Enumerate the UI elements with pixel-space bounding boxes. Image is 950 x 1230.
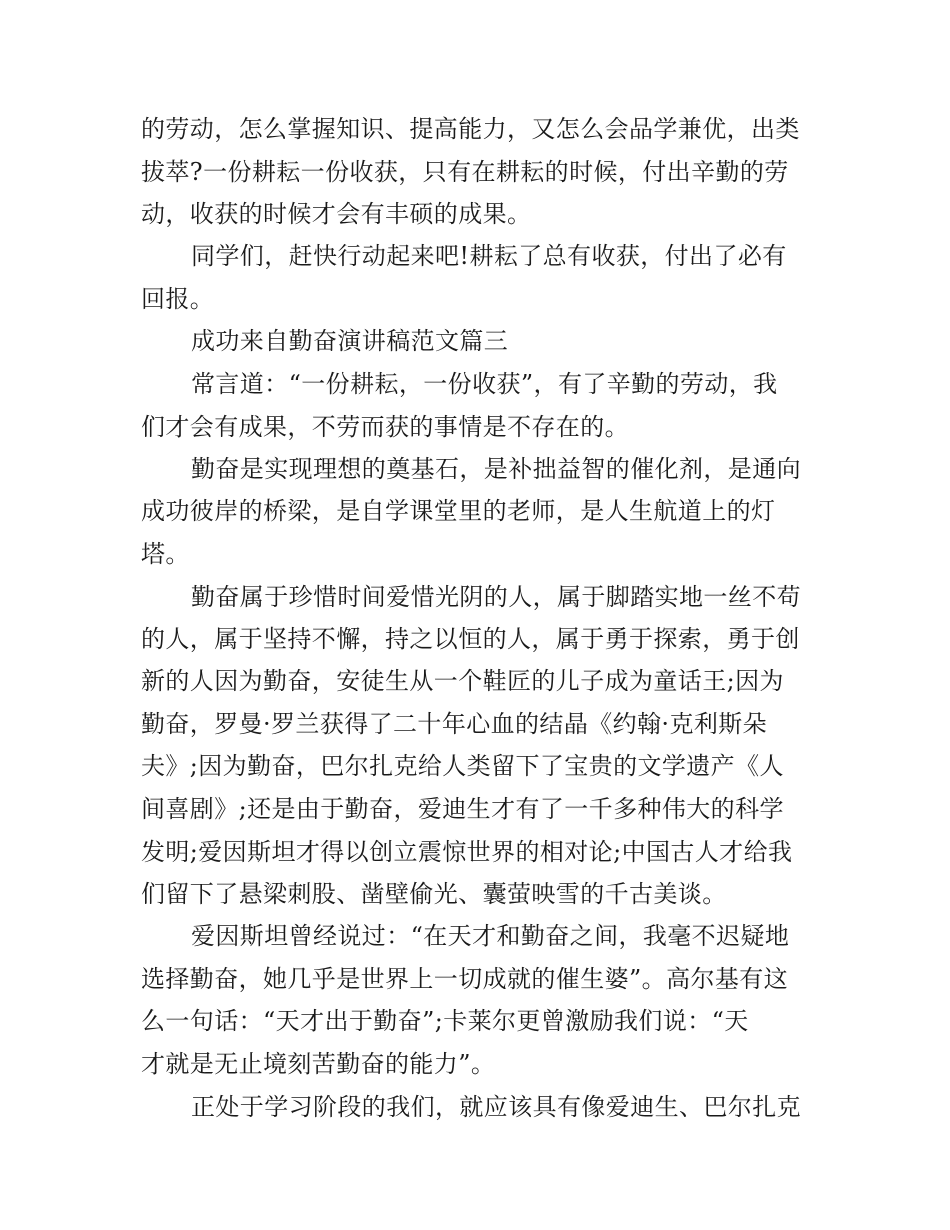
paragraph-start: 正处于学习阶段的我们，就应该具有像爱迪生、巴尔扎克	[191, 1093, 801, 1121]
text-line: 成功彼岸的桥梁，是自学课堂里的老师，是人生航道上的灯	[141, 497, 776, 525]
paragraph-start: 勤奋是实现理想的奠基石，是补拙益智的催化剂，是通向	[191, 455, 801, 483]
text-line: 夫》;因为勤奋，巴尔扎克给人类留下了宝贵的文学遗产《人	[141, 752, 784, 780]
paragraph-start: 常言道：“一份耕耘，一份收获”，有了辛勤的劳动，我	[191, 370, 778, 398]
text-line: 么一句话：“天才出于勤奋”;卡莱尔更曾激励我们说：“天	[141, 1007, 749, 1035]
paragraph-start: 爱因斯坦曾经说过：“在天才和勤奋之间，我毫不迟疑地	[191, 922, 790, 950]
text-line: 们才会有成果，不劳而获的事情是不存在的。	[141, 413, 629, 441]
text-line: 塔。	[141, 540, 190, 568]
text-line: 新的人因为勤奋，安徒生从一个鞋匠的儿子成为童话王;因为	[141, 667, 784, 695]
text-line: 间喜剧》;还是由于勤奋，爱迪生才有了一千多种伟大的科学	[141, 795, 784, 823]
text-line: 回报。	[141, 285, 215, 313]
paragraph-start: 勤奋属于珍惜时间爱惜光阴的人，属于脚踏实地一丝不苟	[191, 583, 801, 611]
text-line: 的劳动，怎么掌握知识、提高能力，又怎么会品学兼优，出类	[141, 115, 800, 143]
text-line: 的人，属于坚持不懈，持之以恒的人，属于勇于探索，勇于创	[141, 625, 800, 653]
text-line: 拔萃?一份耕耘一份收获，只有在耕耘的时候，付出辛勤的劳	[141, 158, 789, 186]
paragraph-start: 同学们，赶快行动起来吧!耕耘了总有收获，付出了必有	[191, 242, 787, 270]
text-line: 发明;爱因斯坦才得以创立震惊世界的相对论;中国古人才给我	[141, 838, 793, 866]
text-line: 勤奋，罗曼·罗兰获得了二十年心血的结晶《约翰·克利斯朵	[141, 710, 768, 738]
text-line: 动，收获的时候才会有丰硕的成果。	[141, 200, 532, 228]
text-line: 选择勤奋，她几乎是世界上一切成就的催生婆”。高尔基有这	[141, 965, 789, 993]
text-line: 们留下了悬梁刺股、凿壁偷光、囊萤映雪的千古美谈。	[141, 880, 727, 908]
text-line: 才就是无止境刻苦勤奋的能力”。	[141, 1050, 496, 1078]
section-title: 成功来自勤奋演讲稿范文篇三	[191, 327, 509, 355]
